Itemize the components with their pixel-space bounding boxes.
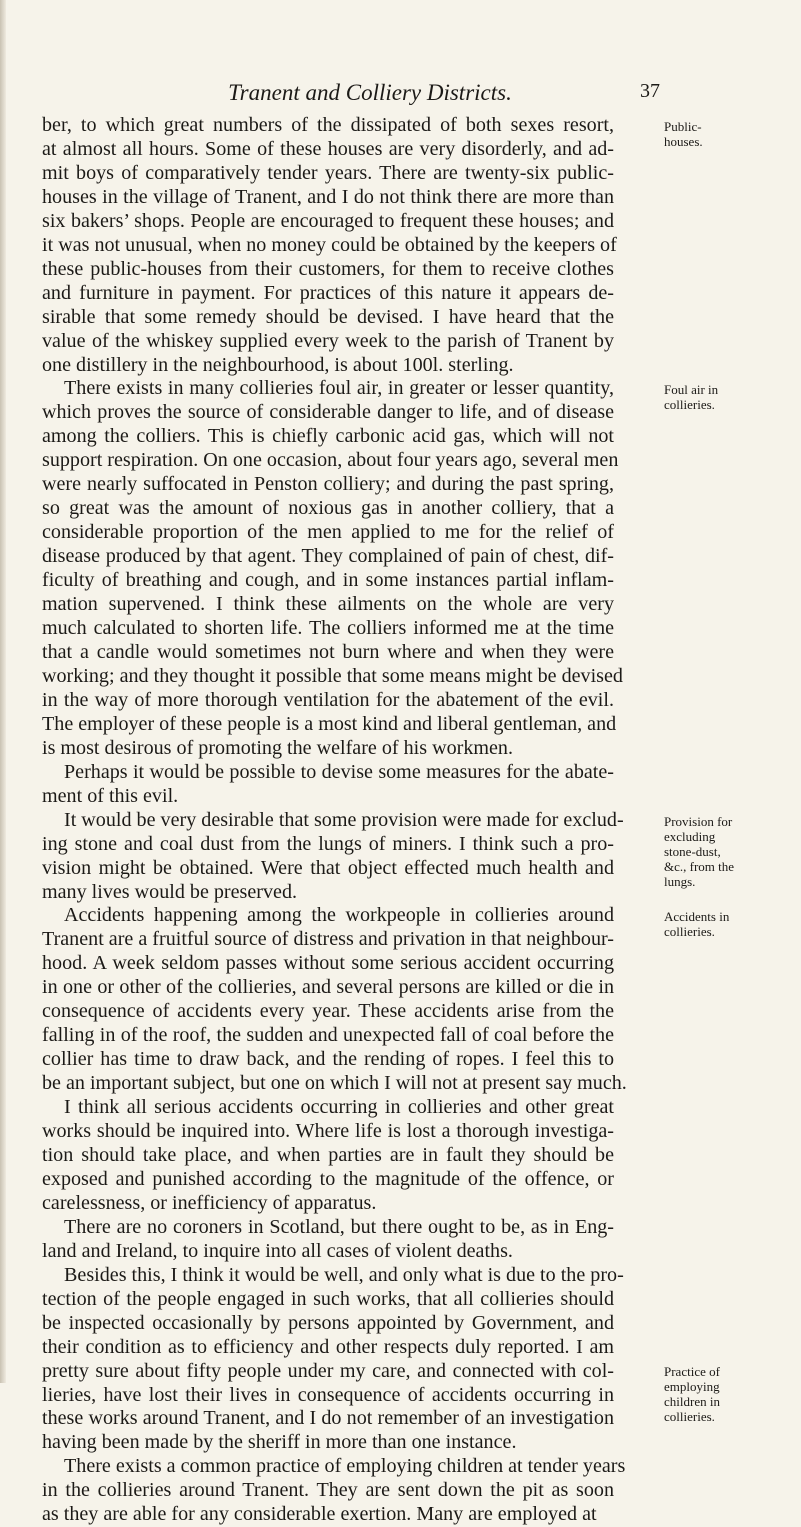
margin-note-line: collieries.	[664, 924, 715, 940]
page-header	[170, 80, 660, 110]
text-line: There exists a common practice of employing children at tender years	[64, 1455, 626, 1478]
margin-note-line: children in	[664, 1394, 720, 1410]
paragraph	[42, 904, 627, 1096]
margin-note-line: Provision for	[664, 813, 733, 829]
text-line: ing stone and coal dust from the lungs of miners. I think such a pro-	[42, 832, 614, 855]
text-line: tection of the people engaged in such works, that all collieries should	[42, 1287, 614, 1310]
page-number: 37	[640, 80, 660, 102]
margin-note-line: Public-	[664, 119, 702, 134]
text-line: is most desirous of promoting the welfare of his workmen.	[42, 736, 514, 759]
running-title: Tranent and Colliery Districts.	[228, 80, 512, 105]
text-line: these public-houses from their customers, for them to receive clothes	[42, 257, 614, 280]
text-line: which proves the source of considerable danger to life, and of disease	[42, 401, 614, 424]
margin-note-line: employing	[664, 1379, 720, 1395]
text-line: and furniture in payment. For practices of this nature it appears de-	[42, 281, 614, 304]
text-line: value of the whiskey supplied every week to the parish of Tranent by	[42, 329, 614, 352]
text-line: vision might be obtained. Were that object effected much health and	[42, 856, 614, 879]
text-line: lieries, have lost their lives in consequence of accidents occurring in	[42, 1383, 614, 1406]
text-line: many lives would be preserved.	[42, 880, 298, 903]
margin-note-line: stone-dust,	[664, 843, 721, 859]
text-line: tion should take place, and when parties are in fault they should be	[42, 1143, 614, 1166]
text-line: houses in the village of Tranent, and I do not think there are more than	[42, 185, 614, 208]
margin-note-line: Foul air in	[664, 382, 719, 398]
text-line: There are no coroners in Scotland, but there ought to be, as in Eng-	[64, 1215, 614, 1238]
text-line: in one or other of the collieries, and several persons are killed or die in	[42, 976, 614, 999]
margin-note-line: Practice of	[664, 1364, 720, 1380]
text-line: consequence of accidents every year. These accidents arise from the	[42, 1000, 614, 1023]
text-line: these works around Tranent, and I do not remember of an investigation	[42, 1407, 614, 1430]
text-line: working; and they thought it possible that some means might be devised	[42, 664, 623, 687]
text-line: ficulty of breathing and cough, and in some instances partial inflam-	[42, 569, 614, 592]
text-line: mation supervened. I think these ailments on the whole are very	[42, 593, 614, 616]
margin-note	[664, 909, 801, 939]
page-edge	[0, 0, 6, 1383]
text-line: six bakers’ shops. People are encouraged to frequent these houses; and	[42, 209, 614, 232]
text-line: so great was the amount of noxious gas in another colliery, that a	[42, 497, 614, 520]
text-line: support respiration. On one occasion, about four years ago, several men	[42, 449, 619, 472]
margin-note	[664, 119, 801, 149]
text-line: one distillery in the neighbourhood, is about 100l. sterling.	[42, 353, 514, 376]
margin-note	[664, 814, 801, 889]
paragraph	[42, 1263, 624, 1456]
paragraph	[42, 1096, 614, 1216]
paragraph	[42, 1216, 614, 1264]
paragraph	[42, 377, 623, 760]
text-line: I think all serious accidents occurring in collieries and other great	[64, 1096, 614, 1119]
text-line: in the way of more thorough ventilation for the abatement of the evil.	[42, 688, 614, 711]
text-line: disease produced by that agent. They complained of pain of chest, dif-	[42, 545, 614, 568]
margin-note-line: Accidents in	[664, 909, 730, 925]
text-line: considerable proportion of the men applied to me for the relief of	[42, 521, 614, 544]
text-line: in the collieries around Tranent. They are sent down the pit as soon	[42, 1479, 614, 1502]
text-line: having been made by the sheriff in more than one instance.	[42, 1431, 517, 1454]
text-line: collier has time to draw back, and the rending of ropes. I feel this to	[42, 1048, 614, 1071]
margin-note-line: collieries.	[664, 1409, 715, 1425]
paragraph	[42, 808, 624, 905]
margin-note-line: collieries.	[664, 397, 715, 413]
text-line: ment of this evil.	[42, 784, 179, 807]
margin-note	[664, 382, 801, 412]
paragraph	[42, 114, 617, 377]
margin-note-line: &c., from the	[664, 858, 735, 874]
text-line: works should be inquired into. Where life is lost a thorough investiga-	[42, 1120, 614, 1143]
text-line: that a candle would sometimes not burn where and when they were	[42, 640, 614, 663]
margin-note-line: houses.	[664, 134, 703, 149]
text-line: carelessness, or inefficiency of apparatus.	[42, 1191, 377, 1214]
text-line: pretty sure about fifty people under my care, and connected with col-	[42, 1359, 614, 1382]
text-line: There exists in many collieries foul air, in greater or lesser quantity,	[64, 377, 614, 400]
text-line: falling in of the roof, the sudden and unexpected fall of coal before the	[42, 1024, 614, 1047]
text-line: land and Ireland, to inquire into all cases of violent deaths.	[42, 1239, 513, 1262]
text-line: much calculated to shorten life. The colliers informed me at the time	[42, 617, 614, 640]
paragraph	[42, 1455, 626, 1527]
text-line: were nearly suffocated in Penston colliery; and during the past spring,	[42, 473, 614, 496]
body-text	[42, 114, 735, 1527]
margin-note-line: lungs.	[664, 873, 696, 889]
margin-note	[664, 1364, 801, 1424]
text-line: at almost all hours. Some of these houses are very disorderly, and ad-	[42, 137, 614, 160]
text-line: among the colliers. This is chiefly carbonic acid gas, which will not	[42, 425, 614, 448]
text-line: The employer of these people is a most kind and liberal gentleman, and	[42, 712, 617, 735]
text-line: sirable that some remedy should be devised. I have heard that the	[42, 305, 614, 328]
margin-note-line: excluding	[664, 828, 716, 844]
text-line: their condition as to efficiency and other respects duly reported. I am	[42, 1335, 614, 1358]
paragraph	[42, 761, 614, 809]
text-line: It would be very desirable that some provision were made for exclud-	[64, 808, 624, 831]
text-line: ber, to which great numbers of the dissipated of both sexes resort,	[42, 114, 614, 136]
text-line: Perhaps it would be possible to devise some measures for the abate-	[64, 760, 614, 783]
text-line: be inspected occasionally by persons appointed by Government, and	[42, 1311, 614, 1334]
text-line: hood. A week seldom passes without some serious accident occurring	[42, 952, 614, 975]
text-line: Tranent are a fruitful source of distress and privation in that neighbour-	[42, 928, 614, 951]
text-line: exposed and punished according to the magnitude of the offence, or	[42, 1167, 614, 1190]
text-line: mit boys of comparatively tender years. There are twenty-six public-	[42, 161, 614, 184]
text-line: Accidents happening among the workpeople in collieries around	[64, 904, 614, 927]
text-line: as they are able for any considerable exertion. Many are employed at	[42, 1503, 597, 1526]
text-line: Besides this, I think it would be well, and only what is due to the pro-	[64, 1263, 624, 1286]
text-line: it was not unusual, when no money could be obtained by the keepers of	[42, 233, 617, 256]
text-line: be an important subject, but one on which I will not at present say much.	[42, 1072, 627, 1095]
